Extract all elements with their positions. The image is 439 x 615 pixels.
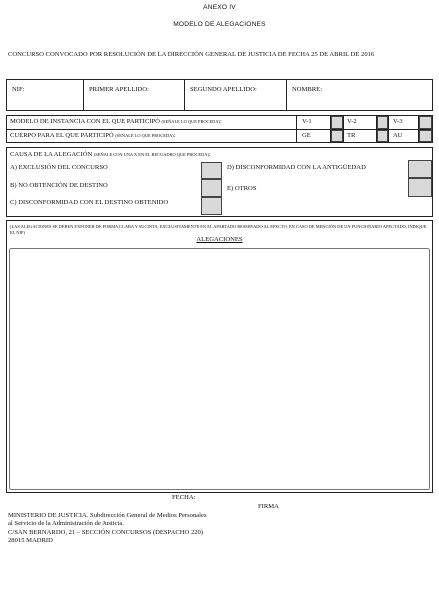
identity-divider [83, 79, 84, 111]
checkbox-causa-a[interactable] [201, 162, 222, 179]
checkbox-tr[interactable] [377, 130, 388, 142]
address-block [8, 512, 207, 546]
primer-apellido-input[interactable] [89, 96, 181, 108]
causa-d-label: D) DISCONFORMIDAD CON LA ANTIGÜEDAD [227, 164, 366, 171]
causa-label-text: CAUSA DE LA ALEGACIÓN [10, 151, 93, 158]
checkbox-v2[interactable] [377, 116, 388, 129]
nif-label: NIF: [12, 86, 25, 93]
causa-b-label: B) NO OBTENCIÓN DE DESTINO [10, 182, 108, 189]
nif-input[interactable] [12, 96, 80, 108]
cuerpo-note: (SEÑALE LO QUE PROCEDA) [115, 133, 174, 138]
nombre-input[interactable] [292, 96, 430, 108]
checkbox-au[interactable] [419, 130, 432, 142]
primer-apellido-label: PRIMER APELLIDO: [89, 86, 149, 93]
participation-divider [343, 115, 344, 143]
checkbox-causa-c[interactable] [201, 197, 222, 215]
identity-divider [184, 79, 185, 111]
option-v3: V-3 [393, 118, 403, 125]
address-line: 28015 MADRID [8, 537, 53, 545]
causa-a-label: A) EXCLUSIÓN DEL CONCURSO [10, 164, 108, 171]
causa-label: CAUSA DE LA ALEGACIÓN (SEÑALE CON UNA X EN EL RECUADRO QUE PROCEDA): [10, 151, 211, 158]
instancia-label: MODELO DE INSTANCIA CON EL QUE PARTICIPÓ (SEÑALE LO QUE PROCEDA): [10, 118, 222, 125]
checkbox-causa-b[interactable] [201, 179, 222, 197]
checkbox-ge[interactable] [331, 130, 343, 142]
option-au: AU [393, 132, 403, 139]
option-ge: GE [302, 132, 311, 139]
instancia-label-text: MODELO DE INSTANCIA CON EL QUE PARTICIPÓ [10, 118, 160, 125]
identity-divider [286, 79, 287, 111]
annex-label: ANEXO IV [203, 4, 236, 11]
cuerpo-label: CUERPO PARA EL QUE PARTICIPÓ (SEÑALE LO QUE PROCEDA): [10, 132, 176, 139]
address-line: MINISTERIO DE JUSTICIA. Subdirección General de Medios Personales [8, 512, 207, 519]
participation-divider [6, 129, 433, 130]
option-v1: V-1 [302, 118, 312, 125]
checkbox-v3[interactable] [419, 116, 432, 129]
participation-divider [296, 115, 297, 143]
checkbox-v1[interactable] [331, 116, 343, 129]
nombre-label: NOMBRE: [292, 86, 323, 93]
address-line: C/SAN BERNARDO, 21 – SECCIÓN CONCURSOS (DESPACHO 220) [8, 528, 204, 536]
alegaciones-instructions: (LAS ALEGACIONES SE DEBEN EXPONER DE FORMA CLARA Y SUCINTA, EXCLUSIVAMENTE EN EL APARTADO RESERVADO AL EFECTO. EN CASO DE MENCIÓN DE UN FUNCIONARIO AFECTADO, INDIQUE EL NIF) [10, 224, 427, 235]
address-line: al Servicio de la Administración de Justicia. [8, 520, 124, 528]
option-tr: TR [347, 132, 356, 139]
causa-c-label: C) DISCONFORMIDAD CON EL DESTINO OBTENIDO [10, 199, 169, 206]
convocatoria-text: CONCURSO CONVOCADO POR RESOLUCIÓN DE LA DIRECCIÓN GENERAL DE JUSTICIA DE FECHA 25 DE ABRIL DE 2016 [8, 51, 375, 58]
causa-note: (SEÑALE CON UNA X EN EL RECUADRO QUE PROCEDA) [93, 152, 209, 157]
alegaciones-heading: ALEGACIONES [196, 236, 243, 243]
option-v2: V-2 [347, 118, 357, 125]
cuerpo-label-text: CUERPO PARA EL QUE PARTICIPÓ [10, 132, 114, 139]
fecha-label: FECHA: [172, 494, 196, 501]
firma-label: FIRMA [258, 503, 279, 510]
participation-divider [388, 115, 389, 143]
segundo-apellido-label: SEGUNDO APELLIDO: [190, 86, 257, 93]
page-title: MODELO DE ALEGACIONES [173, 21, 266, 28]
checkbox-causa-e[interactable] [408, 178, 432, 197]
instancia-note: (SEÑALE LO QUE PROCEDA) [161, 119, 220, 124]
segundo-apellido-input[interactable] [190, 96, 282, 108]
alegaciones-textarea[interactable] [9, 248, 430, 490]
checkbox-causa-d[interactable] [408, 160, 432, 178]
causa-e-label: E) OTROS [227, 185, 257, 192]
